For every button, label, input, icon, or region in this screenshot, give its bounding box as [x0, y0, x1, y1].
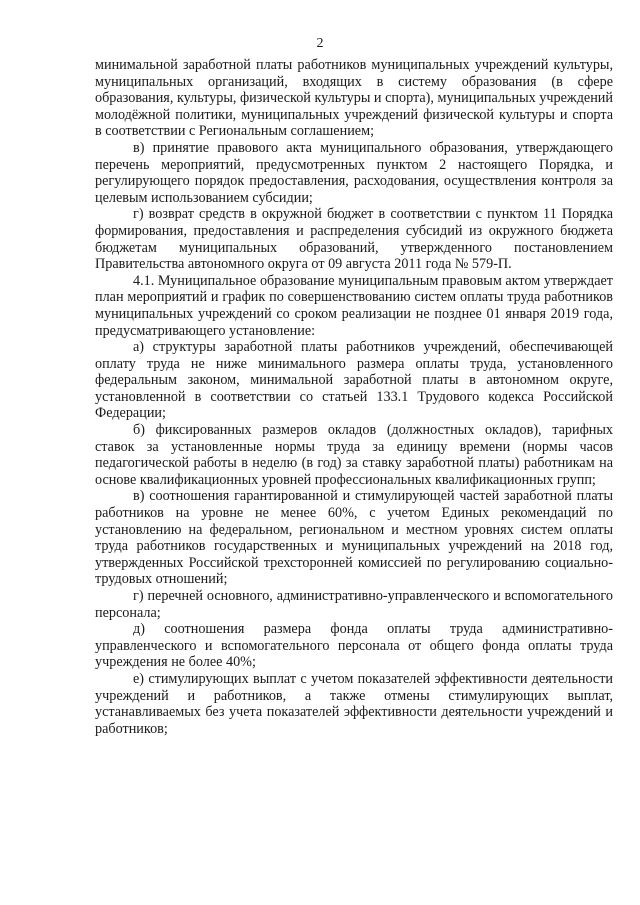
paragraph-item-b: б) фиксированных размеров окладов (должностных окладов), тарифных ставок за установленные нормы труда за единицу времени (нормы часов педагогической работы в неделю (в год) за ставку заработной платы) работникам на основе квалификационных уровней профессиональных квалификационных групп; — [95, 422, 613, 488]
page-number: 2 — [316, 36, 324, 51]
paragraph-item-v2: в) соотношения гарантированной и стимулирующей частей заработной платы работников на уровне не менее 60%, с учетом Единых рекомендаций по установлению на федеральном, региональном и местном уровнях систем оплаты труда работников государственных и муниципальных учреждений на 2018 год, утвержденных Российской трехсторонней комиссией по регулированию социально-трудовых отношений; — [95, 488, 613, 588]
paragraph-continuation: минимальной заработной платы работников муниципальных учреждений культуры, муниципальных организаций, входящих в систему образования (в сфере образования, культуры, физической культуры и спорта), муниципальных учреждений молодёжной политики, муниципальных учреждений физической культуры и спорта в соответствии с Региональным соглашением; — [95, 57, 613, 140]
document-body — [95, 57, 613, 737]
paragraph-item-g2: г) перечней основного, административно-управленческого и вспомогательного персонала; — [95, 588, 613, 621]
paragraph-item-a: а) структуры заработной платы работников учреждений, обеспечивающей оплату труда не ниже минимального размера оплаты труда, установленного федеральным законом, минимальной заработной платы в автономном округе, установленной в соответствии со статьей 133.1 Трудового кодекса Российской Федерации; — [95, 339, 613, 422]
paragraph-item-d: д) соотношения размера фонда оплаты труда административно-управленческого и вспомогательного персонала от общего фонда оплаты труда учреждения не более 40%; — [95, 621, 613, 671]
paragraph-4-1: 4.1. Муниципальное образование муниципальным правовым актом утверждает план мероприятий и график по совершенствованию систем оплаты труда работников муниципальных учреждений со сроком реализации не позднее 01 января 2019 года, предусматривающего установление: — [95, 272, 613, 339]
paragraph-item-e: е) стимулирующих выплат с учетом показателей эффективности деятельности учреждений и работников, а также отмены стимулирующих выплат, устанавливаемых без учета показателей эффективности деятельности учреждений и работников; — [95, 670, 613, 737]
paragraph-item-g: г) возврат средств в окружной бюджет в соответствии с пунктом 11 Порядка формирования, предоставления и распределения субсидий из окружного бюджета бюджетам муниципальных образований, утвержденного постановлением Правительства автономного округа от 09 августа 2011 года № 579-П. — [95, 206, 613, 273]
paragraph-item-v: в) принятие правового акта муниципального образования, утверждающего перечень мероприятий, предусмотренных пунктом 2 настоящего Порядка, и регулирующего порядок предоставления, расходования, осуществления контроля за целевым использованием субсидии; — [95, 139, 613, 206]
